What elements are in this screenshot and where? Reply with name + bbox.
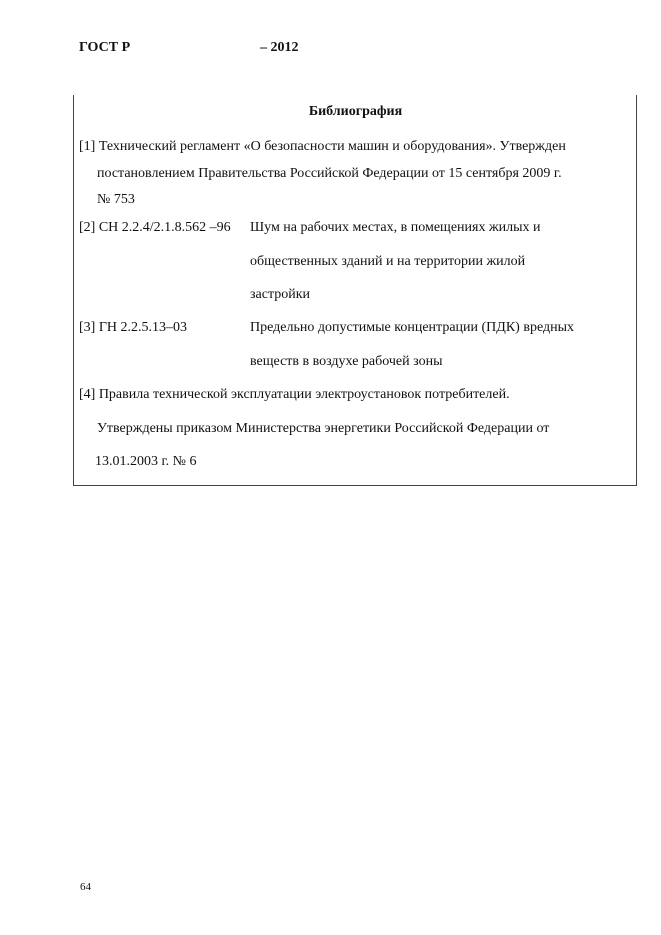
document-year: – 2012 [260, 40, 299, 55]
entry-3-line-2: веществ в воздухе рабочей зоны [250, 354, 443, 369]
document-code: ГОСТ Р [79, 40, 131, 55]
page-number: 64 [80, 881, 91, 893]
entry-4-line-3: 13.01.2003 г. № 6 [95, 454, 197, 469]
bibliography-title: Библиография [308, 104, 403, 119]
entry-2-code: [2] СН 2.2.4/2.1.8.562 –96 [79, 220, 231, 235]
entry-2-line-2: общественных зданий и на территории жилой [250, 254, 526, 269]
entry-1-line-1: [1] Технический регламент «О безопасности машин и оборудования». Утвержден [79, 139, 566, 154]
entry-2-line-1: Шум на рабочих местах, в помещениях жилых и [250, 220, 541, 235]
entry-4-line-2: Утверждены приказом Министерства энергетики Российской Федерации от [97, 421, 550, 436]
entry-1-line-3: № 753 [97, 192, 135, 207]
entry-3-code: [3] ГН 2.2.5.13–03 [79, 320, 188, 335]
entry-3-line-1: Предельно допустимые концентрации (ПДК) вредных [250, 320, 575, 335]
entry-4-line-1: [4] Правила технической эксплуатации электроустановок потребителей. [79, 387, 510, 402]
entry-2-line-3: застройки [250, 287, 311, 302]
entry-1-line-2: постановлением Правительства Российской Федерации от 15 сентября 2009 г. [97, 166, 562, 181]
